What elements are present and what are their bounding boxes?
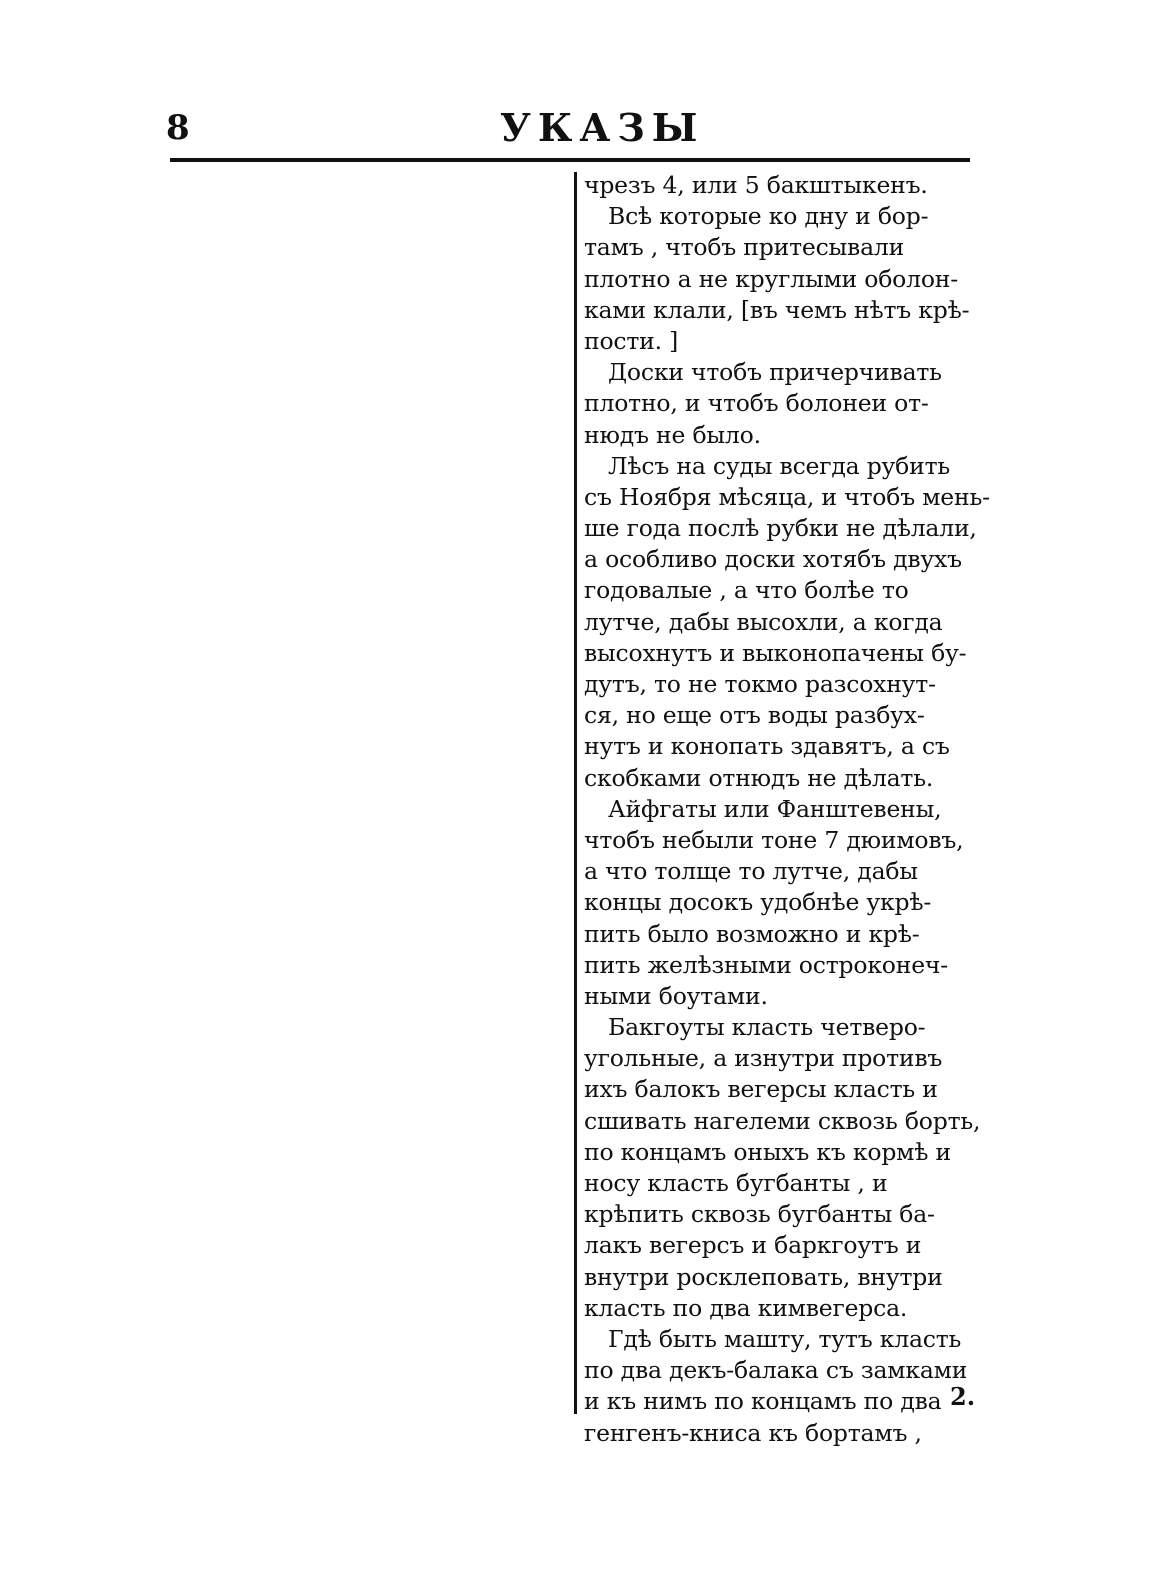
text-line: нюдъ не было.	[584, 420, 761, 449]
text-line: съ Ноября мѣсяца, и чтобъ мень-	[584, 482, 990, 511]
text-line: генгенъ-книса къ бортамъ ,	[584, 1418, 922, 1447]
text-line: а особливо доски хотябъ двухъ	[584, 545, 962, 574]
text-line: носу класть бугбанты , и	[584, 1169, 888, 1197]
text-line: Гдѣ быть машту, тутъ класть	[608, 1324, 962, 1353]
text-line: а что толще то лутче, дабы	[584, 857, 918, 886]
text-line: Лѣсъ на суды всегда рубить	[608, 451, 950, 480]
text-line: пости. ]	[584, 326, 679, 355]
text-line: нутъ и конопать здавятъ, а съ	[584, 732, 950, 761]
text-line: плотно, и чтобъ болонеи от-	[584, 389, 929, 418]
header-rule	[170, 158, 970, 162]
text-line: высохнутъ и выконопачены бу-	[584, 638, 967, 667]
text-line: плотно а не круглыми оболон-	[584, 264, 958, 293]
column-rule	[574, 172, 577, 1414]
text-line: чрезъ 4, или 5 бакштыкенъ.	[584, 171, 928, 199]
text-line: ными боутами.	[584, 981, 768, 1010]
text-column	[584, 170, 990, 1449]
text-line: крѣпить сквозь бугбанты ба-	[584, 1200, 935, 1229]
text-line: пить было возможно и крѣ-	[584, 919, 920, 948]
text-line: внутри росклеповать, внутри	[584, 1262, 943, 1291]
page-number: 8	[166, 108, 190, 148]
running-head: УКАЗЫ	[500, 105, 705, 150]
text-line: ками клали, [въ чемъ нѣтъ крѣ-	[584, 295, 970, 324]
text-line: сшивать нагелеми сквозь борть,	[584, 1106, 981, 1135]
text-line: лутче, дабы высохли, а когда	[584, 607, 943, 636]
text-line: лакъ вегерсъ и баркгоутъ и	[584, 1231, 922, 1260]
text-line: ся, но еще отъ воды разбух-	[584, 701, 925, 730]
text-line: концы досокъ удобнѣе укрѣ-	[584, 888, 932, 917]
text-line: годовалые , а что болѣе то	[584, 576, 909, 605]
catchword: 2.	[950, 1382, 976, 1411]
text-line: Доски чтобъ причерчивать	[608, 358, 942, 387]
text-line: по два декъ-балака съ замками	[584, 1356, 968, 1385]
text-line: угольные, а изнутри противъ	[584, 1044, 943, 1073]
text-line: дутъ, то не токмо разсохнут-	[584, 670, 936, 698]
text-line: пить желѣзными остроконеч-	[584, 950, 948, 979]
text-line: чтобъ небыли тоне 7 дюимовъ,	[584, 825, 964, 854]
text-line: и къ нимъ по концамъ по два	[584, 1387, 942, 1416]
text-line: Айфгаты или Фанштевены,	[608, 794, 942, 823]
text-line: Всѣ которые ко дну и бор-	[608, 202, 929, 231]
text-line: Бакгоуты класть четверо-	[608, 1013, 926, 1042]
text-line: ихъ балокъ вегерсы класть и	[584, 1075, 938, 1104]
text-line: скобками отнюдъ не дѣлать.	[584, 763, 934, 792]
text-line: ше года послѣ рубки не дѣлали,	[584, 514, 977, 543]
text-line: тамъ , чтобъ притесывали	[584, 233, 905, 262]
text-line: класть по два кимвегерса.	[584, 1293, 908, 1322]
text-line: по концамъ оныхъ къ кормѣ и	[584, 1137, 951, 1166]
